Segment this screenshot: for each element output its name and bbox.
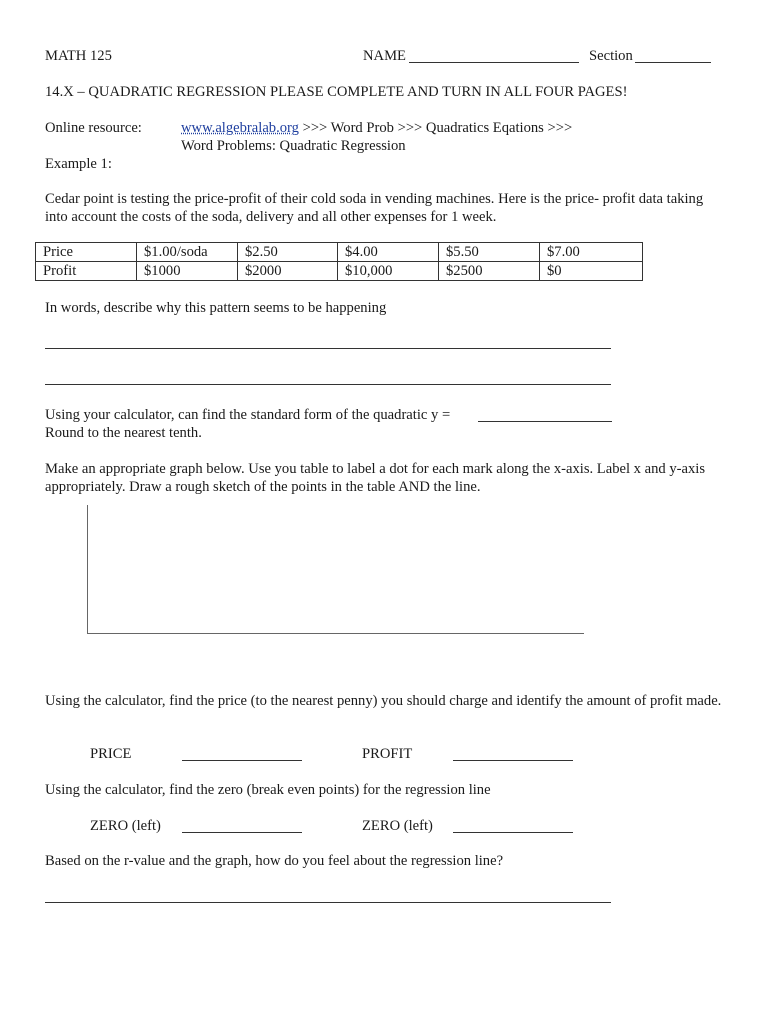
name-label: NAME — [363, 48, 406, 64]
table-cell: $2000 — [238, 262, 338, 281]
price-question: Using the calculator, find the price (to the nearest penny) you should charge and identify the amount of profit made. — [45, 693, 722, 709]
equation-blank[interactable] — [478, 421, 612, 422]
rvalue-question: Based on the r-value and the graph, how do you feel about the regression line? — [45, 853, 504, 869]
resource-line-1 — [181, 119, 572, 137]
price-profit-table — [35, 242, 643, 281]
table-cell: $2500 — [439, 262, 540, 281]
table-cell: $1.00/soda — [137, 243, 238, 262]
table-cell: $4.00 — [338, 243, 439, 262]
table-cell: Profit — [36, 262, 137, 281]
zero-question: Using the calculator, find the zero (break even points) for the regression line — [45, 782, 491, 798]
graph-y-axis — [87, 505, 88, 633]
profit-blank[interactable] — [453, 760, 573, 761]
profit-label: PROFIT — [362, 746, 413, 762]
name-blank[interactable] — [409, 62, 579, 63]
table-cell: $7.00 — [540, 243, 643, 262]
rvalue-answer-line[interactable] — [45, 902, 611, 903]
table-cell: $0 — [540, 262, 643, 281]
section-blank[interactable] — [635, 62, 711, 63]
answer-line-2[interactable] — [45, 384, 611, 385]
graph-x-axis — [87, 633, 584, 634]
table-cell: $10,000 — [338, 262, 439, 281]
example-label: Example 1: — [45, 156, 112, 172]
resource-line-2: Word Problems: Quadratic Regression — [181, 138, 406, 154]
page-title: 14.X – QUADRATIC REGRESSION PLEASE COMPLETE AND TURN IN ALL FOUR PAGES! — [45, 84, 628, 100]
resource-label: Online resource: — [45, 120, 142, 136]
section-label: Section — [589, 48, 633, 64]
zero-left-blank-1[interactable] — [182, 832, 302, 833]
standard-form-question: Using your calculator, can find the standard form of the quadratic y = — [45, 407, 451, 423]
zero-left-label-2: ZERO (left) — [362, 818, 433, 834]
table-cell: $2.50 — [238, 243, 338, 262]
course-label: MATH 125 — [45, 48, 112, 64]
intro-paragraph: Cedar point is testing the price-profit of their cold soda in vending machines. Here is the price- profit data taking into account the costs of the soda, delivery and all other expenses for 1 week. — [45, 191, 704, 225]
table-cell: Price — [36, 243, 137, 262]
answer-line-1[interactable] — [45, 348, 611, 349]
algebralab-link[interactable]: www.algebralab.org — [181, 120, 299, 136]
table-cell: $1000 — [137, 262, 238, 281]
round-instruction: Round to the nearest tenth. — [45, 425, 202, 441]
table-row-profit — [36, 262, 643, 281]
resource-path: >>> Word Prob >>> Quadratics Eqations >>> — [298, 120, 573, 136]
table-cell: $5.50 — [439, 243, 540, 262]
price-label: PRICE — [90, 746, 132, 762]
describe-question: In words, describe why this pattern seems to be happening — [45, 300, 387, 316]
graph-instructions: Make an appropriate graph below. Use you table to label a dot for each mark along the x-axis. Label x and y-axis appropriately. Draw a rough sketch of the points in the table AND the line. — [45, 461, 705, 495]
table-row-price — [36, 243, 643, 262]
price-blank[interactable] — [182, 760, 302, 761]
zero-left-blank-2[interactable] — [453, 832, 573, 833]
zero-left-label-1: ZERO (left) — [90, 818, 161, 834]
